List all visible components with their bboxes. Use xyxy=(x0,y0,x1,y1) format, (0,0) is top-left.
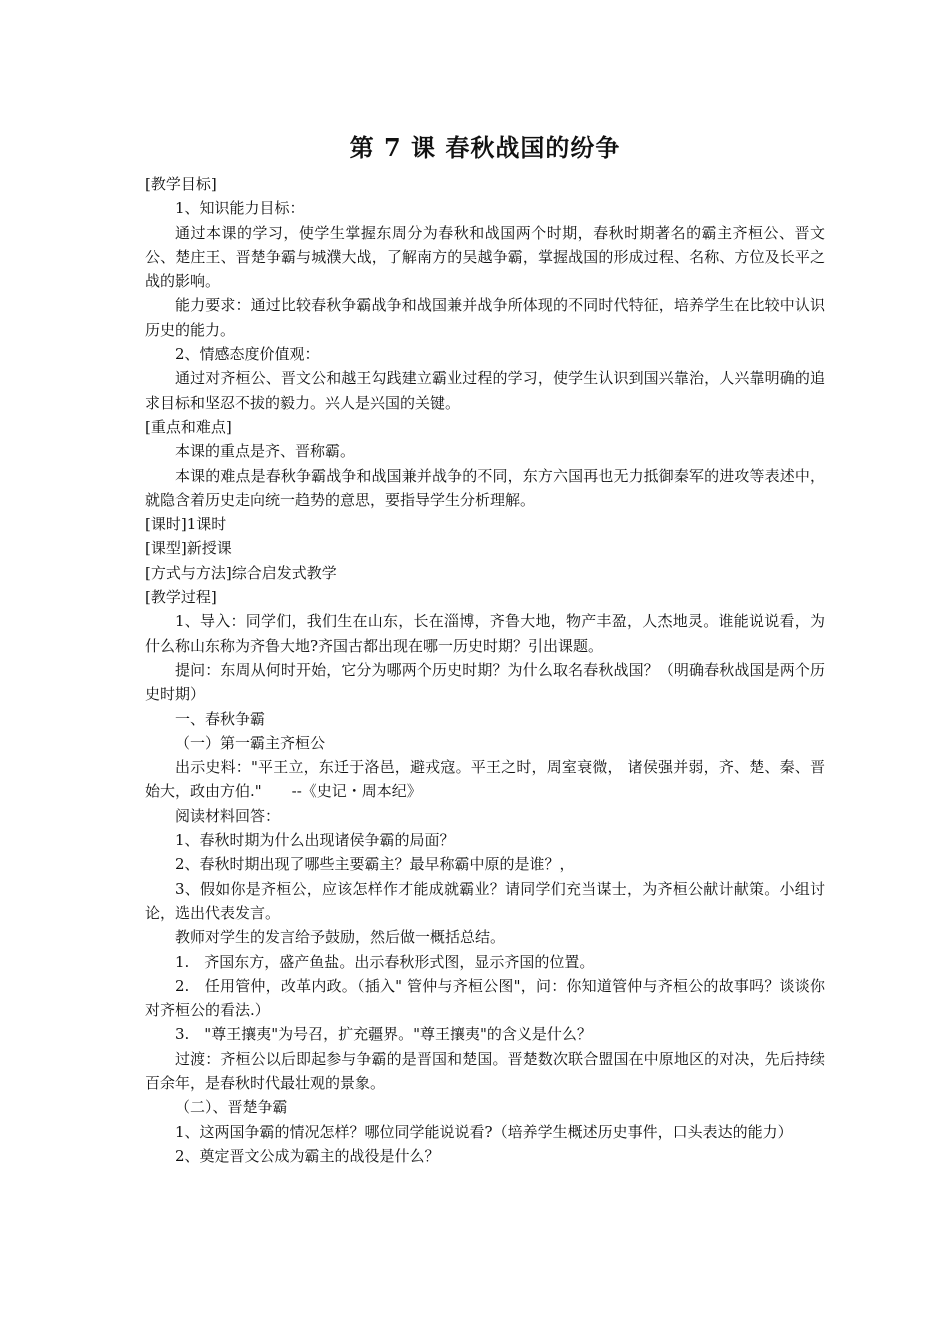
paragraph: 2、奠定晋文公成为霸主的战役是什么？ xyxy=(175,1146,440,1165)
paragraph: 阅读材料回答： xyxy=(175,806,281,825)
paragraph: 1、这两国争霸的情况怎样？哪位同学能说说看?（培养学生概述历史事件，口头表达的能力） xyxy=(175,1122,793,1141)
section-heading: [方式与方法]综合启发式教学 xyxy=(145,563,337,582)
paragraph: 能力要求：通过比较春秋争霸战争和战国兼并战争所体现的不同时代特征，培养学生在比较中认识历史的能力。 xyxy=(145,296,825,339)
paragraph: 1、知识能力目标： xyxy=(175,199,305,218)
paragraph: 1、导入：同学们，我们生在山东，长在淄博，齐鲁大地，物产丰盈，人杰地灵。谁能说说看，为什么称山东称为齐鲁大地?齐国古都出现在哪一历史时期？引出课题。 xyxy=(145,612,825,655)
paragraph: 1、春秋时期为什么出现诸侯争霸的局面？ xyxy=(175,831,455,850)
paragraph: 3、假如你是齐桓公，应该怎样作才能成就霸业？请同学们充当谋士，为齐桓公献计献策。小组讨论，选出代表发言。 xyxy=(145,879,825,922)
paragraph: 过渡：齐桓公以后即起参与争霸的是晋国和楚国。晋楚数次联合盟国在中原地区的对决，先后持续百余年，是春秋时代最壮观的景象。 xyxy=(145,1049,825,1092)
document-body xyxy=(145,172,825,1168)
paragraph: 通过对齐桓公、晋文公和越王勾践建立霸业过程的学习，使学生认识到国兴靠治，人兴靠明确的追求目标和坚忍不拔的毅力。兴人是兴国的关键。 xyxy=(145,369,825,412)
paragraph: 本课的重点是齐、晋称霸。 xyxy=(175,442,356,461)
paragraph: （二）、晋楚争霸 xyxy=(175,1098,288,1117)
paragraph: 提问：东周从何时开始，它分为哪两个历史时期？为什么取名春秋战国？（明确春秋战国是两个历史时期） xyxy=(145,660,825,704)
section-heading: [教学目标] xyxy=(145,175,217,193)
paragraph: （一）第一霸主齐桓公 xyxy=(175,733,326,752)
section-heading: [课时]1课时 xyxy=(145,515,227,534)
paragraph: 本课的难点是春秋争霸战争和战国兼并战争的不同，东方六国再也无力抵御秦军的进攻等表述中，就隐含着历史走向统一趋势的意思，要指导学生分析理解。 xyxy=(145,466,825,509)
document-page xyxy=(145,130,825,1168)
section-heading: [课型]新授课 xyxy=(145,539,232,558)
paragraph: 2. 任用管仲，改革内政。（插入" 管仲与齐桓公图"，问：你知道管仲与齐桓公的故事吗？谈谈你对齐桓公的看法.） xyxy=(145,976,825,1020)
paragraph: 2、春秋时期出现了哪些主要霸主？最早称霸中原的是谁？， xyxy=(175,855,575,874)
paragraph: 通过本课的学习，使学生掌握东周分为春秋和战国两个时期，春秋时期著名的霸主齐桓公、晋文公、楚庄王、晋楚争霸与城濮大战，了解南方的吴越争霸，掌握战国的形成过程、名称、方位及长平之战的影响。 xyxy=(145,223,825,291)
section-heading: [教学过程] xyxy=(145,588,217,607)
paragraph: 教师对学生的发言给予鼓励，然后做一概括总结。 xyxy=(175,928,506,947)
paragraph: 一、春秋争霸 xyxy=(175,709,266,728)
document-title: 第 7 课 春秋战国的纷争 xyxy=(349,133,621,162)
paragraph: 1. 齐国东方，盛产鱼盐。出示春秋形式图，显示齐国的位置。 xyxy=(175,952,595,971)
paragraph: 2、情感态度价值观： xyxy=(175,345,320,364)
section-heading: [重点和难点] xyxy=(145,417,232,436)
paragraph: 3. "尊王攘夷"为号召，扩充疆界。"尊王攘夷"的含义是什么？ xyxy=(175,1025,592,1044)
paragraph: 出示史料："平王立，东迁于洛邑，避戎寇。平王之时，周室衰微， 诸侯强并弱，齐、楚、秦、晋始大，政由方伯." --《史记・周本纪》 xyxy=(145,758,825,801)
